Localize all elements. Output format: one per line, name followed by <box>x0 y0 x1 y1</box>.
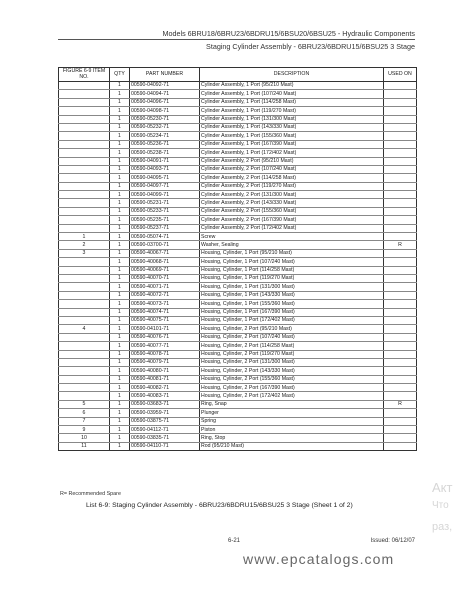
item-no-cell <box>59 132 110 140</box>
qty-cell: 1 <box>110 384 130 392</box>
manual-title: Models 6BRU18/6BRU23/6BDRU15/6BSU20/6BSU25 - Hydraulic Components <box>162 29 415 38</box>
used-on-cell <box>384 308 417 316</box>
used-on-cell <box>384 258 417 266</box>
part-number-cell: 00590-40081-71 <box>130 375 200 383</box>
site-watermark: www.epcatalogs.com <box>243 551 395 567</box>
item-no-cell <box>59 375 110 383</box>
description-cell: Cylinder Assembly, 1 Port (114/258 Mast) <box>200 98 384 106</box>
table-row <box>59 123 417 131</box>
qty-cell: 1 <box>110 241 130 249</box>
part-number-cell: 00590-40083-71 <box>130 392 200 400</box>
qty-cell: 1 <box>110 316 130 324</box>
qty-cell: 1 <box>110 375 130 383</box>
item-no-cell <box>59 358 110 366</box>
part-number-cell: 00590-40067-71 <box>130 249 200 257</box>
used-on-cell <box>384 266 417 274</box>
used-on-cell <box>384 90 417 98</box>
qty-cell: 1 <box>110 123 130 131</box>
used-on-cell <box>384 107 417 115</box>
table-row <box>59 132 417 140</box>
description-cell: Cylinder Assembly, 2 Port (155/360 Mast) <box>200 207 384 215</box>
part-number-cell: 00590-40082-71 <box>130 384 200 392</box>
description-cell: Cylinder Assembly, 1 Port (107/240 Mast) <box>200 90 384 98</box>
used-on-cell <box>384 409 417 417</box>
table-row <box>59 426 417 434</box>
item-no-cell <box>59 308 110 316</box>
used-on-cell <box>384 333 417 341</box>
part-number-cell: 00590-04112-71 <box>130 426 200 434</box>
table-row <box>59 342 417 350</box>
part-number-cell: 00590-40072-71 <box>130 291 200 299</box>
item-no-cell <box>59 90 110 98</box>
used-on-cell <box>384 367 417 375</box>
description-cell: Cylinder Assembly, 2 Port (143/330 Mast) <box>200 199 384 207</box>
page-number: 6-21 <box>228 538 241 544</box>
used-on-cell <box>384 434 417 442</box>
table-row <box>59 442 417 450</box>
part-number-cell: 00590-04094-71 <box>130 90 200 98</box>
description-cell: Rod (95/210 Mast) <box>200 442 384 450</box>
used-on-cell <box>384 199 417 207</box>
used-on-cell <box>384 123 417 131</box>
used-on-cell <box>384 283 417 291</box>
qty-cell: 1 <box>110 182 130 190</box>
table-header-row <box>59 68 417 82</box>
qty-cell: 1 <box>110 149 130 157</box>
used-on-cell <box>384 249 417 257</box>
item-no-cell <box>59 367 110 375</box>
description-cell: Housing, Cylinder, 1 Port (167/390 Mast) <box>200 308 384 316</box>
col-header-part-number: PART NUMBER <box>130 68 200 82</box>
description-cell: Housing, Cylinder, 2 Port (131/300 Mast) <box>200 358 384 366</box>
qty-cell: 1 <box>110 165 130 173</box>
qty-cell: 1 <box>110 392 130 400</box>
part-number-cell: 00590-04096-71 <box>130 98 200 106</box>
item-no-cell <box>59 392 110 400</box>
item-no-cell <box>59 300 110 308</box>
description-cell: Housing, Cylinder, 2 Port (167/390 Mast) <box>200 384 384 392</box>
table-row <box>59 107 417 115</box>
issued-date: Issued: 06/12/07 <box>370 538 415 544</box>
table-row <box>59 182 417 190</box>
description-cell: Screw <box>200 233 384 241</box>
table-row <box>59 375 417 383</box>
col-header-used-on: USED ON <box>384 68 417 82</box>
table-row <box>59 207 417 215</box>
part-number-cell: 00590-04091-71 <box>130 157 200 165</box>
part-number-cell: 00590-40073-71 <box>130 300 200 308</box>
description-cell: Cylinder Assembly, 1 Port (172/402 Mast) <box>200 149 384 157</box>
part-number-cell: 00590-03835-71 <box>130 434 200 442</box>
col-header-item-no: FIGURE 6-9 ITEM NO. <box>59 68 110 82</box>
item-no-cell <box>59 266 110 274</box>
part-number-cell: 00590-40070-71 <box>130 274 200 282</box>
used-on-cell <box>384 274 417 282</box>
used-on-cell <box>384 426 417 434</box>
qty-cell: 1 <box>110 283 130 291</box>
description-cell: Cylinder Assembly, 2 Port (95/210 Mast) <box>200 157 384 165</box>
used-on-cell <box>384 98 417 106</box>
description-cell: Housing, Cylinder, 2 Port (119/270 Mast) <box>200 350 384 358</box>
part-number-cell: 00590-03875-71 <box>130 417 200 425</box>
col-header-description: DESCRIPTION <box>200 68 384 82</box>
item-no-cell <box>59 157 110 165</box>
qty-cell: 1 <box>110 224 130 232</box>
table-row <box>59 384 417 392</box>
part-number-cell: 00590-40078-71 <box>130 350 200 358</box>
table-row <box>59 274 417 282</box>
used-on-cell <box>384 375 417 383</box>
col-header-qty: QTY <box>110 68 130 82</box>
table-row <box>59 258 417 266</box>
used-on-cell <box>384 392 417 400</box>
part-number-cell: 00590-05232-71 <box>130 123 200 131</box>
part-number-cell: 00590-05231-71 <box>130 199 200 207</box>
table-row <box>59 174 417 182</box>
list-caption: List 6-9: Staging Cylinder Assembly - 6BRU23/6BDRU15/6BSU25 3 Stage (Sheet 1 of 2) <box>86 502 353 509</box>
part-number-cell: 00590-05230-71 <box>130 115 200 123</box>
used-on-cell <box>384 182 417 190</box>
part-number-cell: 00590-40076-71 <box>130 333 200 341</box>
part-number-cell: 00590-04095-71 <box>130 174 200 182</box>
used-on-cell: R <box>384 241 417 249</box>
table-row <box>59 224 417 232</box>
item-no-cell <box>59 384 110 392</box>
used-on-cell <box>384 149 417 157</box>
description-cell: Washer, Sealing <box>200 241 384 249</box>
item-no-cell <box>59 98 110 106</box>
section-title: Staging Cylinder Assembly - 6BRU23/6BDRU15/6BSU25 3 Stage <box>206 42 415 51</box>
description-cell: Cylinder Assembly, 1 Port (131/300 Mast) <box>200 115 384 123</box>
overlay-text-line-2: Что <box>432 500 449 511</box>
description-cell: Cylinder Assembly, 2 Port (114/258 Mast) <box>200 174 384 182</box>
qty-cell: 1 <box>110 367 130 375</box>
overlay-text-line-1: Акт <box>432 480 453 495</box>
qty-cell: 1 <box>110 258 130 266</box>
description-cell: Housing, Cylinder, 1 Port (155/360 Mast) <box>200 300 384 308</box>
used-on-cell <box>384 316 417 324</box>
table-row <box>59 249 417 257</box>
qty-cell: 1 <box>110 107 130 115</box>
item-no-cell <box>59 291 110 299</box>
part-number-cell: 00590-05234-71 <box>130 132 200 140</box>
qty-cell: 1 <box>110 132 130 140</box>
item-no-cell <box>59 107 110 115</box>
qty-cell: 1 <box>110 157 130 165</box>
table-row <box>59 283 417 291</box>
part-number-cell: 00590-40079-71 <box>130 358 200 366</box>
table-row <box>59 216 417 224</box>
qty-cell: 1 <box>110 207 130 215</box>
used-on-cell <box>384 115 417 123</box>
table-row <box>59 291 417 299</box>
used-on-cell <box>384 233 417 241</box>
item-no-cell <box>59 333 110 341</box>
table-row <box>59 140 417 148</box>
part-number-cell: 00590-40080-71 <box>130 367 200 375</box>
part-number-cell: 00590-40069-71 <box>130 266 200 274</box>
description-cell: Spring <box>200 417 384 425</box>
description-cell: Cylinder Assembly, 2 Port (172/402 Mast) <box>200 224 384 232</box>
description-cell: Housing, Cylinder, 2 Port (143/330 Mast) <box>200 367 384 375</box>
description-cell: Cylinder Assembly, 1 Port (95/210 Mast) <box>200 82 384 90</box>
used-on-cell <box>384 207 417 215</box>
table-row <box>59 417 417 425</box>
description-cell: Cylinder Assembly, 2 Port (167/390 Mast) <box>200 216 384 224</box>
description-cell: Ring, Stop <box>200 434 384 442</box>
item-no-cell <box>59 207 110 215</box>
part-number-cell: 00590-40077-71 <box>130 342 200 350</box>
part-number-cell: 00590-05237-71 <box>130 224 200 232</box>
description-cell: Housing, Cylinder, 2 Port (107/240 Mast) <box>200 333 384 341</box>
description-cell: Housing, Cylinder, 1 Port (143/330 Mast) <box>200 291 384 299</box>
used-on-cell <box>384 191 417 199</box>
part-number-cell: 00590-03700-71 <box>130 241 200 249</box>
used-on-cell <box>384 291 417 299</box>
item-no-cell <box>59 258 110 266</box>
qty-cell: 1 <box>110 233 130 241</box>
table-row <box>59 266 417 274</box>
qty-cell: 1 <box>110 442 130 450</box>
part-number-cell: 00590-40075-71 <box>130 316 200 324</box>
used-on-cell <box>384 325 417 333</box>
description-cell: Cylinder Assembly, 1 Port (119/270 Mast) <box>200 107 384 115</box>
description-cell: Cylinder Assembly, 2 Port (107/240 Mast) <box>200 165 384 173</box>
qty-cell: 1 <box>110 191 130 199</box>
table-row <box>59 300 417 308</box>
item-no-cell <box>59 182 110 190</box>
qty-cell: 1 <box>110 216 130 224</box>
qty-cell: 1 <box>110 308 130 316</box>
description-cell: Ring, Snap <box>200 400 384 408</box>
qty-cell: 1 <box>110 249 130 257</box>
item-no-cell: 11 <box>59 442 110 450</box>
table-row <box>59 82 417 90</box>
part-number-cell: 00590-04098-71 <box>130 107 200 115</box>
table-row <box>59 115 417 123</box>
table-row <box>59 308 417 316</box>
item-no-cell <box>59 82 110 90</box>
description-cell: Housing, Cylinder, 2 Port (95/210 Mast) <box>200 325 384 333</box>
parts-table <box>58 67 417 451</box>
used-on-cell <box>384 216 417 224</box>
item-no-cell <box>59 123 110 131</box>
used-on-cell <box>384 165 417 173</box>
item-no-cell: 5 <box>59 400 110 408</box>
table-row <box>59 325 417 333</box>
item-no-cell <box>59 342 110 350</box>
qty-cell: 1 <box>110 274 130 282</box>
recommended-spare-note: R= Recommended Spare <box>60 491 121 497</box>
used-on-cell <box>384 224 417 232</box>
qty-cell: 1 <box>110 300 130 308</box>
item-no-cell: 4 <box>59 325 110 333</box>
description-cell: Housing, Cylinder, 1 Port (131/300 Mast) <box>200 283 384 291</box>
used-on-cell <box>384 174 417 182</box>
qty-cell: 1 <box>110 199 130 207</box>
table-row <box>59 98 417 106</box>
description-cell: Housing, Cylinder, 1 Port (119/270 Mast) <box>200 274 384 282</box>
table-row <box>59 157 417 165</box>
used-on-cell <box>384 132 417 140</box>
part-number-cell: 00590-05074-71 <box>130 233 200 241</box>
qty-cell: 1 <box>110 358 130 366</box>
part-number-cell: 00590-04092-71 <box>130 82 200 90</box>
used-on-cell: R <box>384 400 417 408</box>
item-no-cell: 2 <box>59 241 110 249</box>
used-on-cell <box>384 384 417 392</box>
table-row <box>59 358 417 366</box>
item-no-cell <box>59 274 110 282</box>
part-number-cell: 00590-04110-71 <box>130 442 200 450</box>
used-on-cell <box>384 157 417 165</box>
item-no-cell <box>59 199 110 207</box>
part-number-cell: 00590-05233-71 <box>130 207 200 215</box>
part-number-cell: 00590-04101-71 <box>130 325 200 333</box>
qty-cell: 1 <box>110 350 130 358</box>
part-number-cell: 00590-05235-71 <box>130 216 200 224</box>
qty-cell: 1 <box>110 266 130 274</box>
used-on-cell <box>384 342 417 350</box>
qty-cell: 1 <box>110 174 130 182</box>
description-cell: Cylinder Assembly, 2 Port (131/300 Mast) <box>200 191 384 199</box>
description-cell: Cylinder Assembly, 1 Port (155/360 Mast) <box>200 132 384 140</box>
used-on-cell <box>384 350 417 358</box>
item-no-cell <box>59 216 110 224</box>
item-no-cell <box>59 283 110 291</box>
qty-cell: 1 <box>110 417 130 425</box>
item-no-cell <box>59 140 110 148</box>
description-cell: Cylinder Assembly, 2 Port (119/270 Mast) <box>200 182 384 190</box>
table-row <box>59 233 417 241</box>
description-cell: Housing, Cylinder, 1 Port (114/258 Mast) <box>200 266 384 274</box>
item-no-cell <box>59 115 110 123</box>
qty-cell: 1 <box>110 409 130 417</box>
qty-cell: 1 <box>110 426 130 434</box>
item-no-cell <box>59 350 110 358</box>
qty-cell: 1 <box>110 400 130 408</box>
table-row <box>59 316 417 324</box>
part-number-cell: 00590-05238-71 <box>130 149 200 157</box>
qty-cell: 1 <box>110 342 130 350</box>
description-cell: Cylinder Assembly, 1 Port (143/330 Mast) <box>200 123 384 131</box>
item-no-cell: 10 <box>59 434 110 442</box>
part-number-cell: 00590-04097-71 <box>130 182 200 190</box>
part-number-cell: 00590-05236-71 <box>130 140 200 148</box>
table-row <box>59 400 417 408</box>
table-row <box>59 434 417 442</box>
table-row <box>59 149 417 157</box>
part-number-cell: 00590-03683-71 <box>130 400 200 408</box>
description-cell: Piston <box>200 426 384 434</box>
table-row <box>59 90 417 98</box>
part-number-cell: 00590-04093-71 <box>130 165 200 173</box>
table-row <box>59 333 417 341</box>
part-number-cell: 00590-03959-71 <box>130 409 200 417</box>
used-on-cell <box>384 82 417 90</box>
description-cell: Housing, Cylinder, 2 Port (155/360 Mast) <box>200 375 384 383</box>
table-row <box>59 392 417 400</box>
description-cell: Plunger <box>200 409 384 417</box>
overlay-text-line-3: раз, <box>432 521 453 533</box>
item-no-cell <box>59 149 110 157</box>
description-cell: Housing, Cylinder, 1 Port (95/210 Mast) <box>200 249 384 257</box>
qty-cell: 1 <box>110 325 130 333</box>
parts-table-body <box>59 82 417 451</box>
item-no-cell <box>59 191 110 199</box>
table-row <box>59 165 417 173</box>
qty-cell: 1 <box>110 333 130 341</box>
item-no-cell <box>59 165 110 173</box>
part-number-cell: 00590-40074-71 <box>130 308 200 316</box>
table-row <box>59 350 417 358</box>
part-number-cell: 00590-40068-71 <box>130 258 200 266</box>
qty-cell: 1 <box>110 98 130 106</box>
table-row <box>59 409 417 417</box>
used-on-cell <box>384 417 417 425</box>
header-rule <box>58 39 415 40</box>
used-on-cell <box>384 442 417 450</box>
table-row <box>59 191 417 199</box>
qty-cell: 1 <box>110 82 130 90</box>
item-no-cell: 3 <box>59 249 110 257</box>
used-on-cell <box>384 300 417 308</box>
description-cell: Housing, Cylinder, 2 Port (114/258 Mast) <box>200 342 384 350</box>
item-no-cell: 6 <box>59 409 110 417</box>
qty-cell: 1 <box>110 115 130 123</box>
description-cell: Housing, Cylinder, 1 Port (107/240 Mast) <box>200 258 384 266</box>
item-no-cell <box>59 316 110 324</box>
part-number-cell: 00590-40071-71 <box>130 283 200 291</box>
description-cell: Housing, Cylinder, 2 Port (172/402 Mast) <box>200 392 384 400</box>
table-row <box>59 199 417 207</box>
description-cell: Housing, Cylinder, 1 Port (172/402 Mast) <box>200 316 384 324</box>
used-on-cell <box>384 140 417 148</box>
description-cell: Cylinder Assembly, 1 Port (167/390 Mast) <box>200 140 384 148</box>
item-no-cell <box>59 224 110 232</box>
part-number-cell: 00590-04099-71 <box>130 191 200 199</box>
item-no-cell: 7 <box>59 417 110 425</box>
item-no-cell: 1 <box>59 233 110 241</box>
table-row <box>59 367 417 375</box>
table-row <box>59 241 417 249</box>
qty-cell: 1 <box>110 291 130 299</box>
used-on-cell <box>384 358 417 366</box>
qty-cell: 1 <box>110 140 130 148</box>
qty-cell: 1 <box>110 434 130 442</box>
item-no-cell <box>59 174 110 182</box>
item-no-cell: 9 <box>59 426 110 434</box>
qty-cell: 1 <box>110 90 130 98</box>
